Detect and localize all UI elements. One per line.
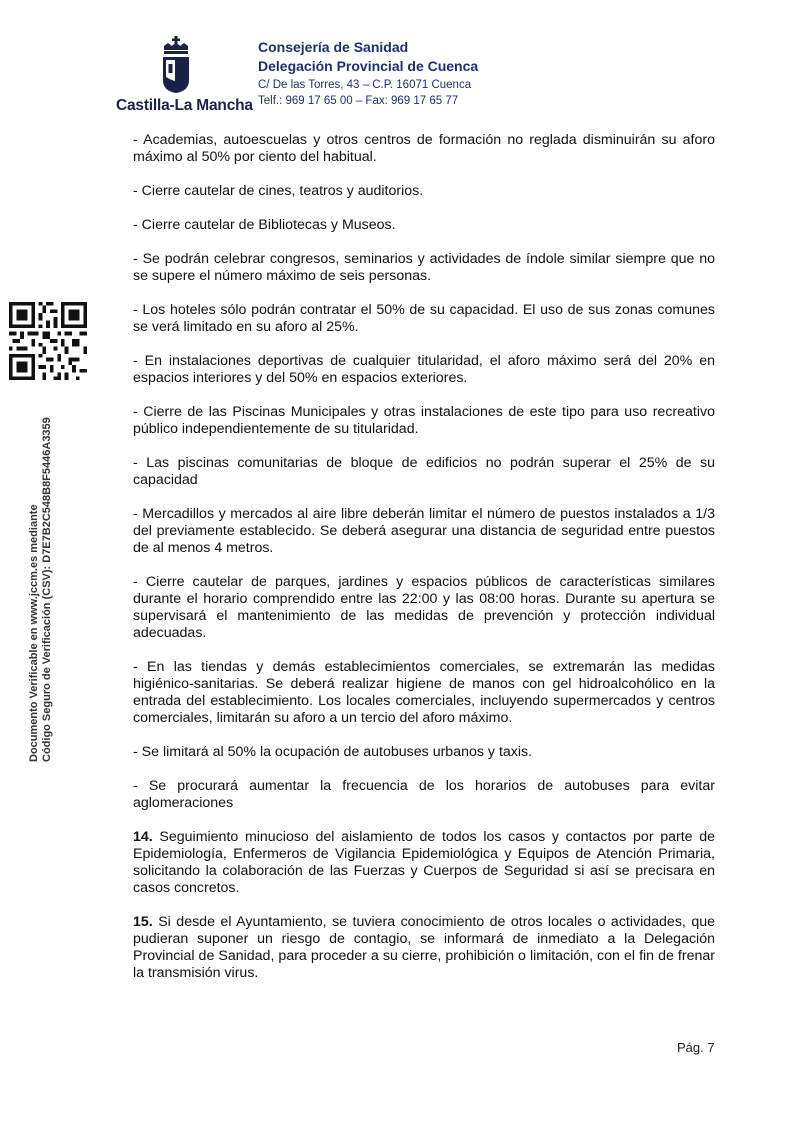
- measure-paragraph: - Las piscinas comunitarias de bloque de edificios no podrán superar el 25% de su capacidad: [133, 455, 715, 488]
- letterhead: [258, 38, 478, 109]
- measure-paragraph: - Se podrán celebrar congresos, seminarios y actividades de índole similar siempre que no se supere el número máximo de seis personas.: [133, 251, 715, 284]
- phone-fax: Telf.: 969 17 65 00 – Fax: 969 17 65 77: [258, 95, 459, 107]
- logo-wordmark: Castilla-La Mancha: [116, 97, 253, 114]
- csv-verification-text: [28, 417, 54, 762]
- measure-paragraph: - Academias, autoescuelas y otros centros de formación no reglada disminuirán su aforo máximo al 50% por ciento del habitual.: [133, 132, 715, 165]
- verification-sidebar: [0, 0, 53, 1131]
- measure-paragraph: - Cierre cautelar de parques, jardines y espacios públicos de características similares durante el horario comprendido entre las 22:00 y las 08:00 horas. Durante su apertura se supervisará el mantenimiento de las medidas de prevención y protección individual adecuadas.: [133, 574, 715, 641]
- qr-code-icon: [9, 302, 87, 380]
- coat-of-arms-icon: [160, 36, 192, 94]
- document-body: [133, 132, 715, 999]
- measure-paragraph: - Los hoteles sólo podrán contratar el 50% de su capacidad. El uso de sus zonas comunes se verá limitado en su aforo al 25%.: [133, 302, 715, 335]
- item-number: 14.: [133, 829, 153, 845]
- measure-paragraph: - En instalaciones deportivas de cualquier titularidad, el aforo máximo será del 20% en espacios interiores y del 50% en espacios exteriores.: [133, 353, 715, 386]
- page-number: Pág. 7: [677, 1040, 715, 1055]
- department-name: Consejería de Sanidad: [258, 39, 409, 55]
- measure-paragraph: - Cierre cautelar de cines, teatros y auditorios.: [133, 183, 424, 199]
- measure-paragraph: - Se limitará al 50% la ocupación de autobuses urbanos y taxis.: [133, 744, 533, 760]
- numbered-item-14: [133, 829, 715, 897]
- measure-paragraph: - En las tiendas y demás establecimientos comerciales, se extremarán las medidas higiénico-sanitarias. Se deberá realizar higiene de manos con gel hidroalcohólico en la entrada del establecimiento. Los locales comerciales, incluyendo supermercados y centros comerciales, limitarán su aforo a un tercio del aforo máximo.: [133, 659, 715, 726]
- address: C/ De las Torres, 43 – C.P. 16071 Cuenca: [258, 79, 472, 91]
- measure-paragraph: - Cierre de las Piscinas Municipales y otras instalaciones de este tipo para uso recreativo público independientemente de su titularidad.: [133, 404, 715, 437]
- measure-paragraph: - Cierre cautelar de Bibliotecas y Museos.: [133, 217, 396, 233]
- castilla-la-mancha-logo: [116, 36, 253, 114]
- numbered-item-15: [133, 914, 715, 982]
- measure-paragraph: - Mercadillos y mercados al aire libre deberán limitar el número de puestos instalados a 1/3 del previamente establecido. Se deberá asegurar una distancia de seguridad entre puestos de al menos 4 metros.: [133, 506, 715, 556]
- item-number: 15.: [133, 914, 153, 930]
- delegation-name: Delegación Provincial de Cuenca: [258, 58, 479, 74]
- csv-line-1: Documento Verificable en www.jccm.es mediante: [28, 504, 40, 762]
- csv-line-2: Código Seguro de Verificación (CSV): D7E7B2C548B8F5446A3359: [41, 417, 53, 762]
- measure-paragraph: - Se procurará aumentar la frecuencia de los horarios de autobuses para evitar aglomeraciones: [133, 778, 715, 811]
- item-text: Seguimiento minucioso del aislamiento de todos los casos y contactos por parte de Epidemiología, Enfermeros de Vigilancia Epidemiológica y Equipos de Atención Primaria, solicitando la colaboración de las Fuerzas y Cuerpos de Seguridad si así se precisara en casos concretos.: [133, 829, 715, 896]
- item-text: Si desde el Ayuntamiento, se tuviera conocimiento de otros locales o actividades, que pudieran suponer un riesgo de contagio, se informará de inmediato a la Delegación Provincial de Sanidad, para proceder a su cierre, prohibición o limitación, con el fin de frenar la transmisión virus.: [133, 914, 715, 981]
